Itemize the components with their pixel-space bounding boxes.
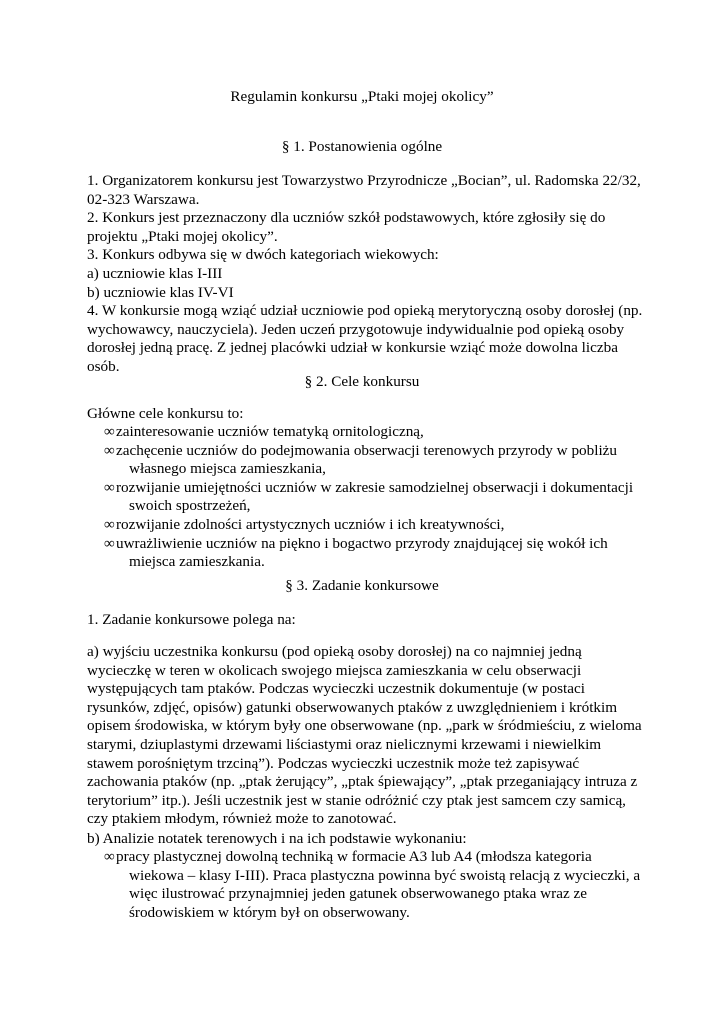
paragraph-organizer: 1. Organizatorem konkursu jest Towarzystwo Przyrodnicze „Bocian”, ul. Radomska 22/32, 02-323 Warszawa. [87, 172, 641, 208]
task-part-b: b) Analizie notatek terenowych i na ich podstawie wykonaniu: [87, 830, 467, 847]
paragraph-categories: 3. Konkurs odbywa się w dwóch kategoriach wiekowych: [87, 246, 439, 264]
paragraph-audience: 2. Konkurs jest przeznaczony dla uczniów szkół podstawowych, które zgłosiły się do projektu „Ptaki mojej okolicy”. [87, 209, 606, 245]
infinity-bullet-icon: ∞ [104, 534, 115, 552]
section-1-heading: § 1. Postanowienia ogólne [281, 138, 443, 155]
paragraph-participation: 4. W konkursie mogą wziąć udział uczniowie pod opieką merytoryczną osoby dorosłej (np. wychowawcy, nauczyciela). Jeden uczeń przygotowuje indywidualnie pod opieką osoby dorosłej jedną pracę. Z jednej placówki udział w konkursie wziąć może dowolna liczba osób. [87, 302, 643, 375]
category-b: b) uczniowie klas IV-VI [87, 283, 234, 301]
list-item: ∞ uwrażliwienie uczniów na piękno i bogactwo przyrody znajdującej się wokół ich miejsca zamieszkania. [104, 534, 608, 571]
infinity-bullet-icon: ∞ [104, 441, 115, 459]
category-a: a) uczniowie klas I-III [87, 264, 223, 282]
goals-intro: Główne cele konkursu to: [87, 405, 244, 422]
goals-list [87, 423, 647, 572]
task-intro: 1. Zadanie konkursowe polega na: [87, 611, 296, 628]
infinity-bullet-icon: ∞ [104, 515, 115, 533]
section-2-heading: § 2. Cele konkursu [304, 373, 420, 390]
infinity-bullet-icon: ∞ [104, 423, 115, 440]
document-title: Regulamin konkursu „Ptaki mojej okolicy” [230, 88, 494, 105]
task-part-a: a) wyjściu uczestnika konkursu (pod opieką osoby dorosłej) na co najmniej jedną wycieczkę w teren w okolicach swojego miejsca zamieszkania w celu obserwacji występujących tam ptaków. Podczas wycieczki uczestnik dokumentuje (w postaci rysunków, zdjęć, opisów) gatunki obserwowanych ptaków z uwzględnieniem i krótkim opisem środowiska, w którym były one obserwowane (np. „park w śródmieściu, z wieloma starymi, dziuplastymi drzewami liściastymi oraz nielicznymi krzewami i niewielkim stawem porośniętym trzciną”). Podczas wycieczki uczestnik może też zapisywać zachowania ptaków (np. „ptak żerujący”, „ptak śpiewający”, „ptak przeganiający intruza z terytorium” itp.). Jeśli uczestnik jest w stanie odróżnić czy ptak jest samcem czy samicą, czy ptakiem młodym, również może to zanotować. [87, 643, 642, 828]
section-3-heading: § 3. Zadanie konkursowe [285, 577, 439, 594]
list-item: ∞ pracy plastycznej dowolną techniką w formacie A3 lub A4 (młodsza kategoria wiekowa – klasy I-III). Praca plastyczna powinna być swoistą relacją z wycieczki, a więc ilustrować przynajmniej jeden gatunek obserwowanego ptaka wraz ze środowiskiem w którym był on obserwowany. [104, 848, 641, 921]
list-item: ∞ zainteresowanie uczniów tematyką ornitologiczną, [104, 423, 424, 440]
task-b-list [87, 848, 647, 922]
infinity-bullet-icon: ∞ [104, 848, 115, 865]
list-item: ∞ rozwijanie umiejętności uczniów w zakresie samodzielnej obserwacji i dokumentacji swoich spostrzeżeń, [104, 478, 634, 515]
list-item: ∞ zachęcenie uczniów do podejmowania obserwacji terenowych przyrody w pobliżu własnego miejsca zamieszkania, [104, 441, 617, 478]
list-item: ∞ rozwijanie zdolności artystycznych uczniów i ich kreatywności, [104, 515, 505, 533]
section-1-body [87, 172, 647, 377]
infinity-bullet-icon: ∞ [104, 478, 115, 496]
